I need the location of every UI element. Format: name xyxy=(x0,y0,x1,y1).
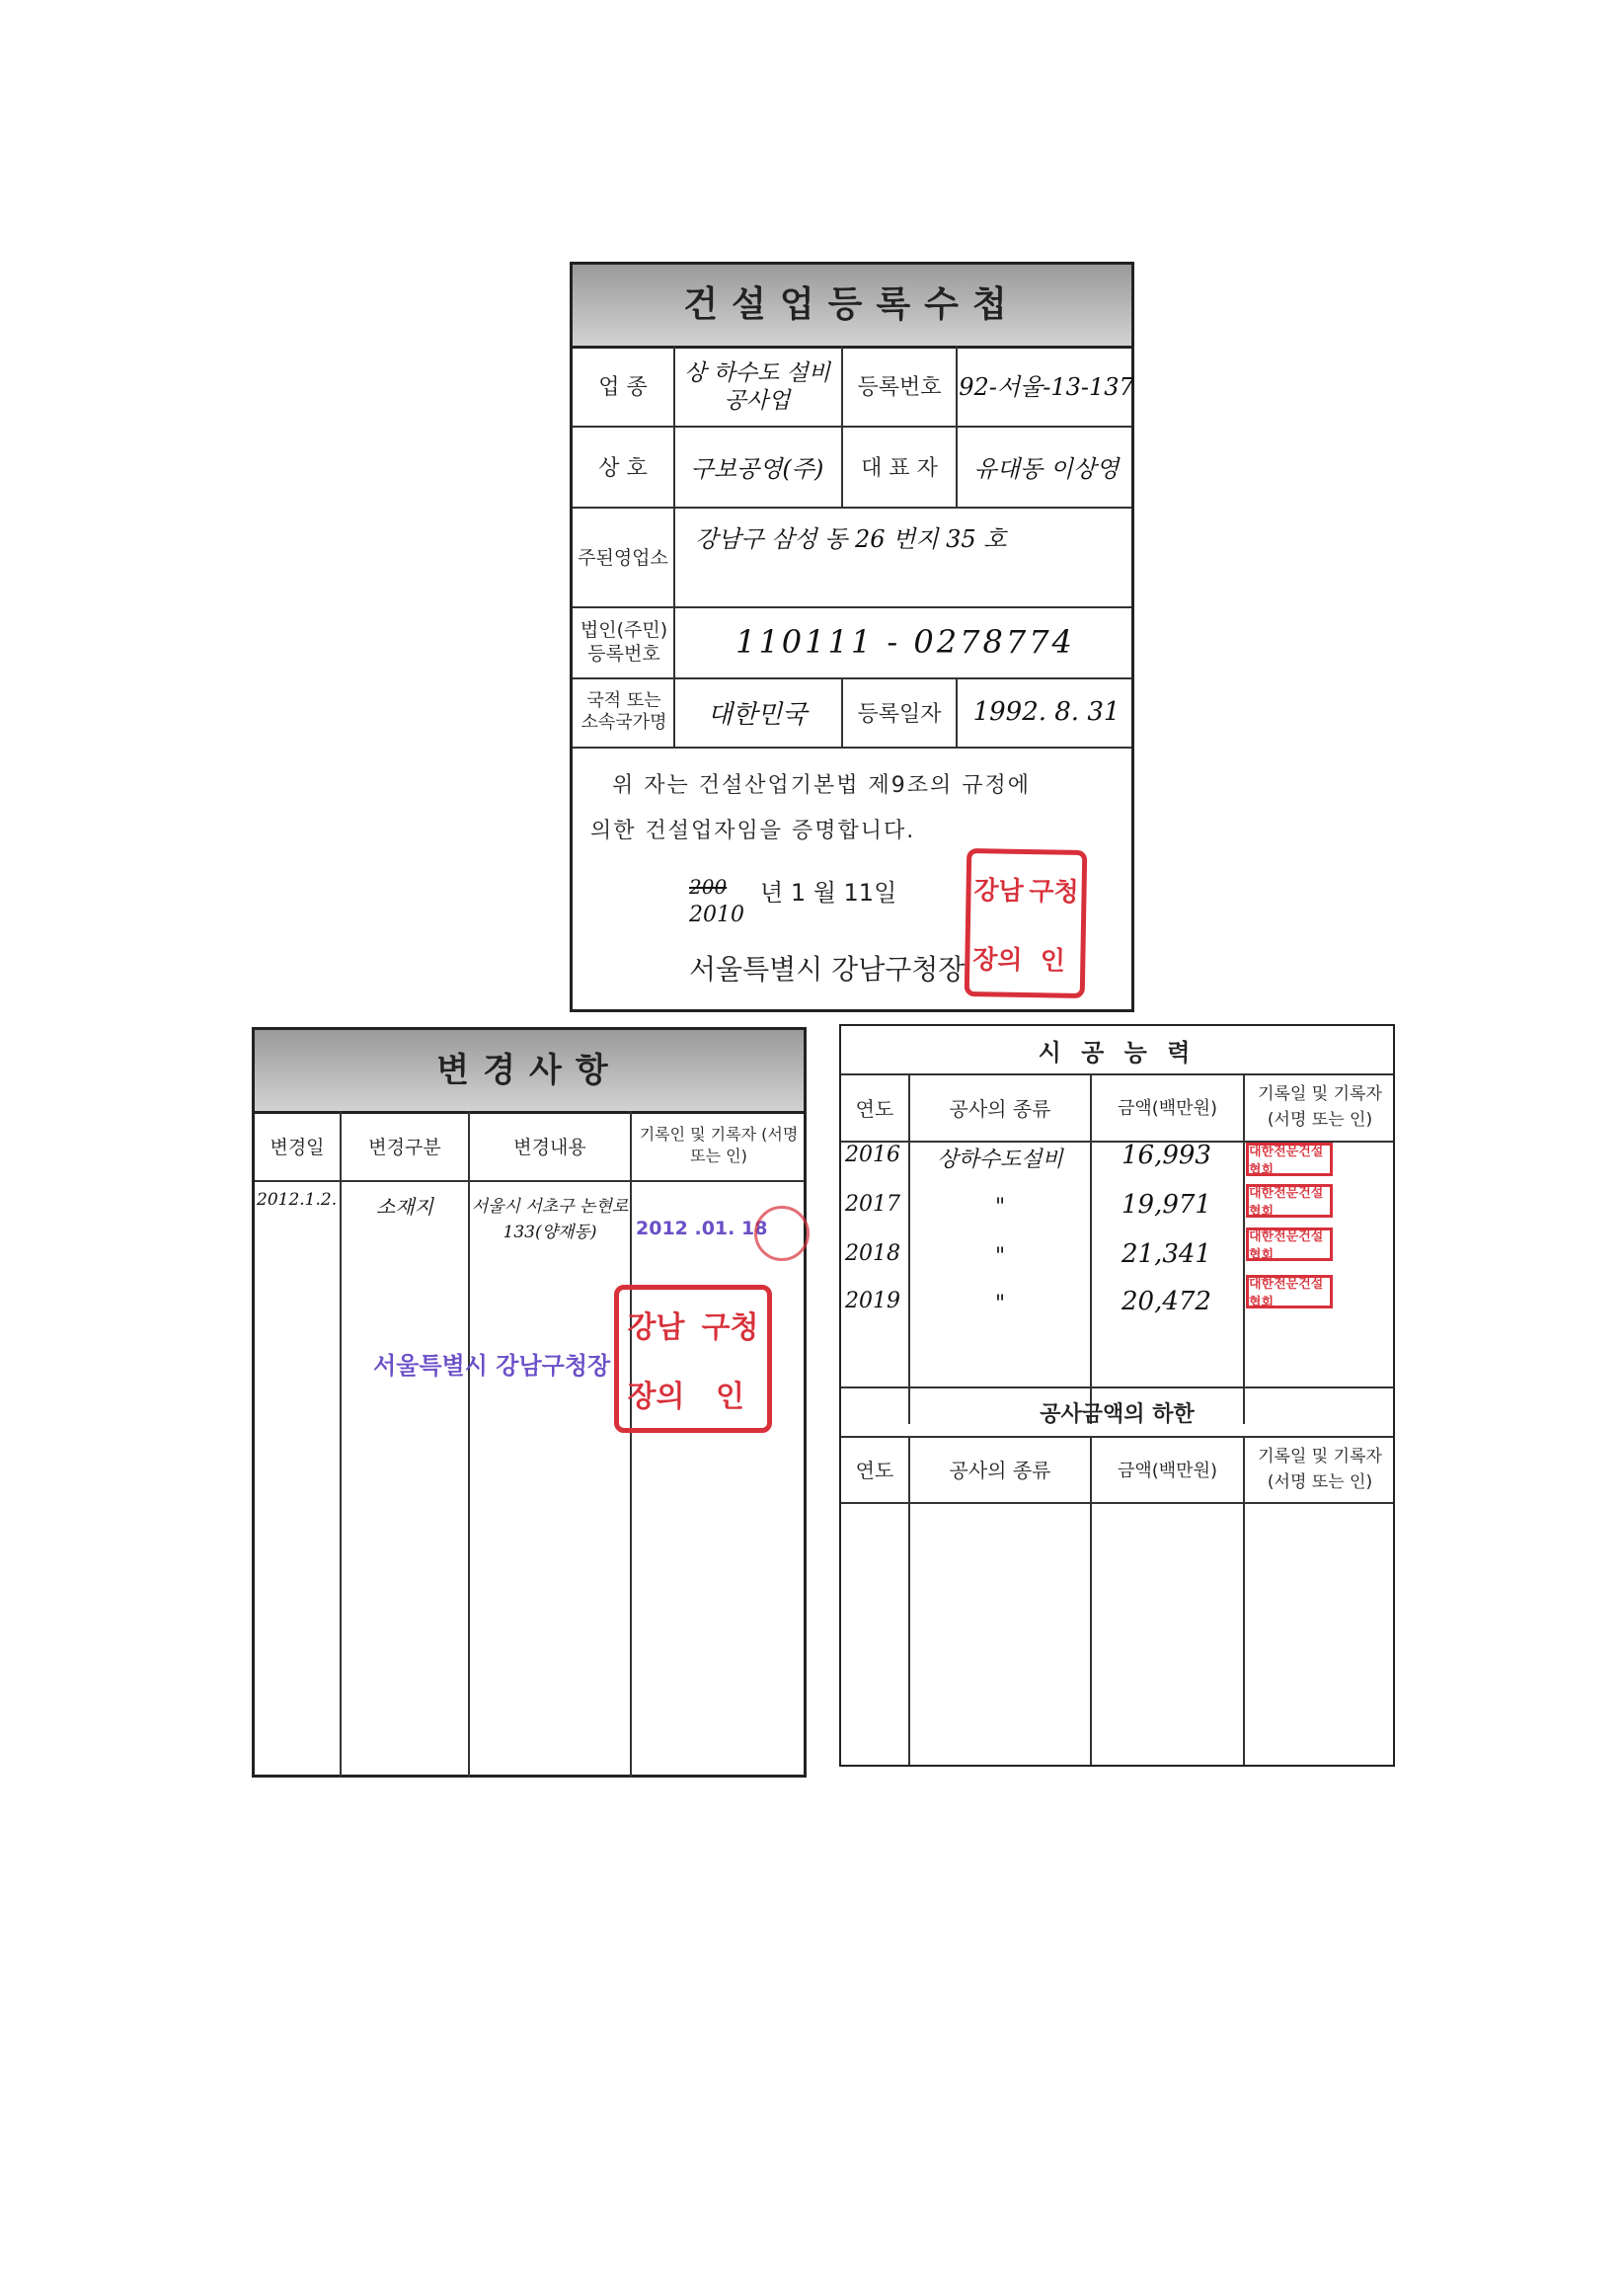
row-kind: 상하수도설비 xyxy=(937,1147,1063,1172)
recorder-stamp: 대한전문건설협회 xyxy=(1246,1143,1333,1176)
registration-card-title: 건설업등록수첩 xyxy=(573,265,1131,349)
seal-char: 구청 xyxy=(701,1310,759,1345)
nationality-label: 국적 또는 소속국가명 xyxy=(580,690,667,733)
col-divider xyxy=(630,1111,632,1778)
row-year: 2019 xyxy=(845,1289,900,1313)
circular-stamp xyxy=(754,1206,810,1261)
header-change-content: 변경내용 xyxy=(513,1136,586,1158)
seal-char: 강남 xyxy=(627,1310,685,1345)
representative-label: 대 표 자 xyxy=(861,455,938,481)
nationality-value: 대한민국 xyxy=(707,699,808,730)
corp-no-label: 법인(주민) 등록번호 xyxy=(580,619,668,665)
header-year: 연도 xyxy=(855,1096,894,1121)
row-divider xyxy=(573,747,1131,749)
limit-header-year: 연도 xyxy=(855,1459,894,1482)
district-seal xyxy=(965,848,1088,998)
capacity-title: 시 공 능 력 xyxy=(1038,1038,1197,1067)
header-change-date: 변경일 xyxy=(270,1136,325,1158)
limit-title: 공사금액의 하한 xyxy=(1040,1401,1195,1427)
row-year: 2016 xyxy=(845,1143,900,1167)
row-kind: " xyxy=(994,1291,1006,1316)
row-kind: " xyxy=(994,1243,1006,1269)
representative-value: 유대동 이상영 xyxy=(973,454,1120,483)
date-struck-year: 200 xyxy=(689,875,728,899)
trade-name-value: 구보공영(주) xyxy=(690,454,824,483)
certification-line-2: 의한 건설업자임을 증명합니다. xyxy=(590,819,916,843)
changes-card-title: 변경사항 xyxy=(255,1030,804,1114)
capacity-card xyxy=(839,1024,1395,1767)
industry-label: 업 종 xyxy=(598,375,648,400)
district-seal xyxy=(614,1285,772,1433)
issuer-name: 서울특별시 강남구청장 xyxy=(689,953,966,986)
industry-value: 상 하수도 설비 공사업 xyxy=(684,359,830,414)
row-amount: 20,472 xyxy=(1121,1287,1211,1316)
change-date: 2012.1.2. xyxy=(257,1190,338,1210)
row-year: 2017 xyxy=(845,1192,900,1217)
change-date-stamp: 2012 .01. 18 xyxy=(636,1218,768,1239)
limit-header-kind: 공사의 종류 xyxy=(949,1459,1051,1482)
seal-char: 인 xyxy=(1040,945,1066,977)
seal-char: 장의 xyxy=(971,944,1023,976)
row-divider xyxy=(255,1180,804,1182)
seal-char: 장의 xyxy=(627,1380,685,1414)
row-year: 2018 xyxy=(845,1241,900,1266)
limit-header-recorder: 기록일 및 기록자 (서명 또는 인) xyxy=(1258,1446,1382,1492)
reg-no-label: 등록번호 xyxy=(857,375,942,400)
reg-date-label: 등록일자 xyxy=(857,701,942,727)
certification-text xyxy=(590,763,1123,854)
seal-char: 구청 xyxy=(1029,876,1079,908)
header-recorder: 기록인 및 기록자 (서명 또는 인) xyxy=(639,1125,799,1165)
certification-line-1: 위 자는 건설산업기본법 제9조의 규정에 xyxy=(612,773,1032,798)
header-kind: 공사의 종류 xyxy=(949,1096,1051,1121)
changes-card xyxy=(252,1027,807,1778)
row-amount: 19,971 xyxy=(1121,1190,1211,1220)
issue-year: 2010 xyxy=(689,903,744,927)
row-divider xyxy=(841,1502,1393,1504)
issue-date: 년 1 월 11일 xyxy=(760,879,897,907)
header-recorder: 기록일 및 기록자 (서명 또는 인) xyxy=(1258,1084,1382,1130)
limit-header-amount: 금액(백만원) xyxy=(1118,1460,1217,1481)
change-content: 서울시 서초구 논현로 133(양재동) xyxy=(471,1197,629,1242)
recorder-stamp: 대한전문건설협회 xyxy=(1246,1227,1333,1261)
trade-name-label: 상 호 xyxy=(598,455,648,481)
reg-no-value: 92-서울-13-137 xyxy=(959,372,1134,401)
change-type: 소재지 xyxy=(376,1194,433,1219)
header-change-type: 변경구분 xyxy=(368,1136,441,1158)
reg-date-value: 1992. 8. 31 xyxy=(972,697,1121,727)
office-value: 강남구 삼성 동 26 번지 35 호 xyxy=(695,525,1007,553)
registration-card xyxy=(570,262,1134,1012)
row-amount: 21,341 xyxy=(1121,1239,1211,1269)
seal-char: 인 xyxy=(716,1380,744,1414)
recorder-stamp: 대한전문건설협회 xyxy=(1246,1184,1333,1218)
corp-no-value: 110111 - 0278774 xyxy=(735,623,1075,661)
office-label: 주된영업소 xyxy=(578,547,668,569)
seal-char: 강남 xyxy=(973,875,1024,907)
recorder-stamp: 대한전문건설협회 xyxy=(1246,1275,1333,1308)
header-amount: 금액(백만원) xyxy=(1118,1098,1217,1119)
row-kind: " xyxy=(994,1194,1006,1220)
issuer-stamp: 서울특별시 강남구청장 xyxy=(373,1352,611,1380)
row-amount: 16,993 xyxy=(1121,1141,1211,1170)
